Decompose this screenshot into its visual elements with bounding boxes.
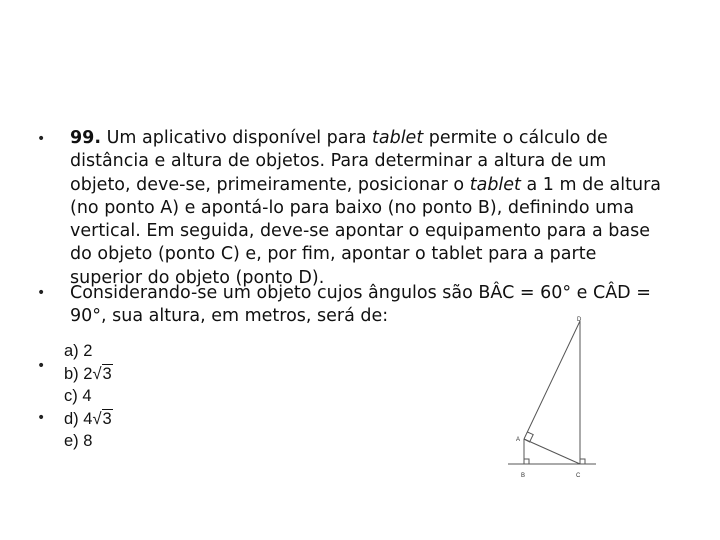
bullet-consider: •	[37, 285, 46, 301]
right-angle-b	[524, 459, 529, 464]
label-d: D	[577, 317, 582, 323]
question-text	[70, 127, 670, 290]
sqrt-symbol: √3	[92, 409, 112, 428]
consider-line-1: Considerando-se um objeto cujos ângulos são BÂC = 60° e CÂD =	[70, 283, 651, 303]
sqrt-symbol: √3	[92, 364, 112, 383]
answer-options	[64, 340, 113, 453]
label-b: B	[521, 473, 526, 479]
question-line-1: 99. Um aplicativo disponível para tablet permite o cálculo de	[70, 128, 608, 148]
bullet-question: •	[37, 131, 46, 147]
tablet-word-2: tablet	[469, 174, 521, 195]
option-e[interactable]: e) 8	[64, 432, 93, 450]
question-number: 99.	[70, 128, 102, 148]
question-line-6: do objeto (ponto C) e, por fim, apontar o tablet para a parte	[70, 244, 597, 265]
question-line-4: (no ponto A) e apontá-lo para baixo (no ponto B), definindo uma	[70, 197, 635, 218]
right-angle-c	[580, 459, 585, 464]
label-a: A	[516, 437, 521, 443]
question-line-2: distância e altura de objetos. Para determinar a altura de um	[70, 151, 607, 172]
question-line-7: superior do objeto (ponto D).	[70, 267, 325, 288]
option-b[interactable]: b) 2√3	[64, 363, 113, 386]
bullet-options-1: •	[37, 358, 46, 374]
bullet-options-2: •	[37, 410, 46, 426]
geometry-diagram	[500, 312, 600, 484]
label-c: C	[576, 473, 581, 479]
segment-ad	[524, 321, 580, 439]
option-d[interactable]: d) 4√3	[64, 408, 113, 431]
option-a[interactable]: a) 2	[64, 342, 93, 360]
option-c[interactable]: c) 4	[64, 387, 92, 405]
question-line-5: vertical. Em seguida, deve-se apontar o equipamento para a base	[70, 221, 650, 242]
consider-line-2: 90°, sua altura, em metros, será de:	[70, 306, 389, 327]
segment-ac	[524, 439, 580, 464]
question-line-3: objeto, deve-se, primeiramente, posicionar o tablet a 1 m de altura	[70, 174, 661, 195]
tablet-word: tablet	[372, 128, 424, 148]
